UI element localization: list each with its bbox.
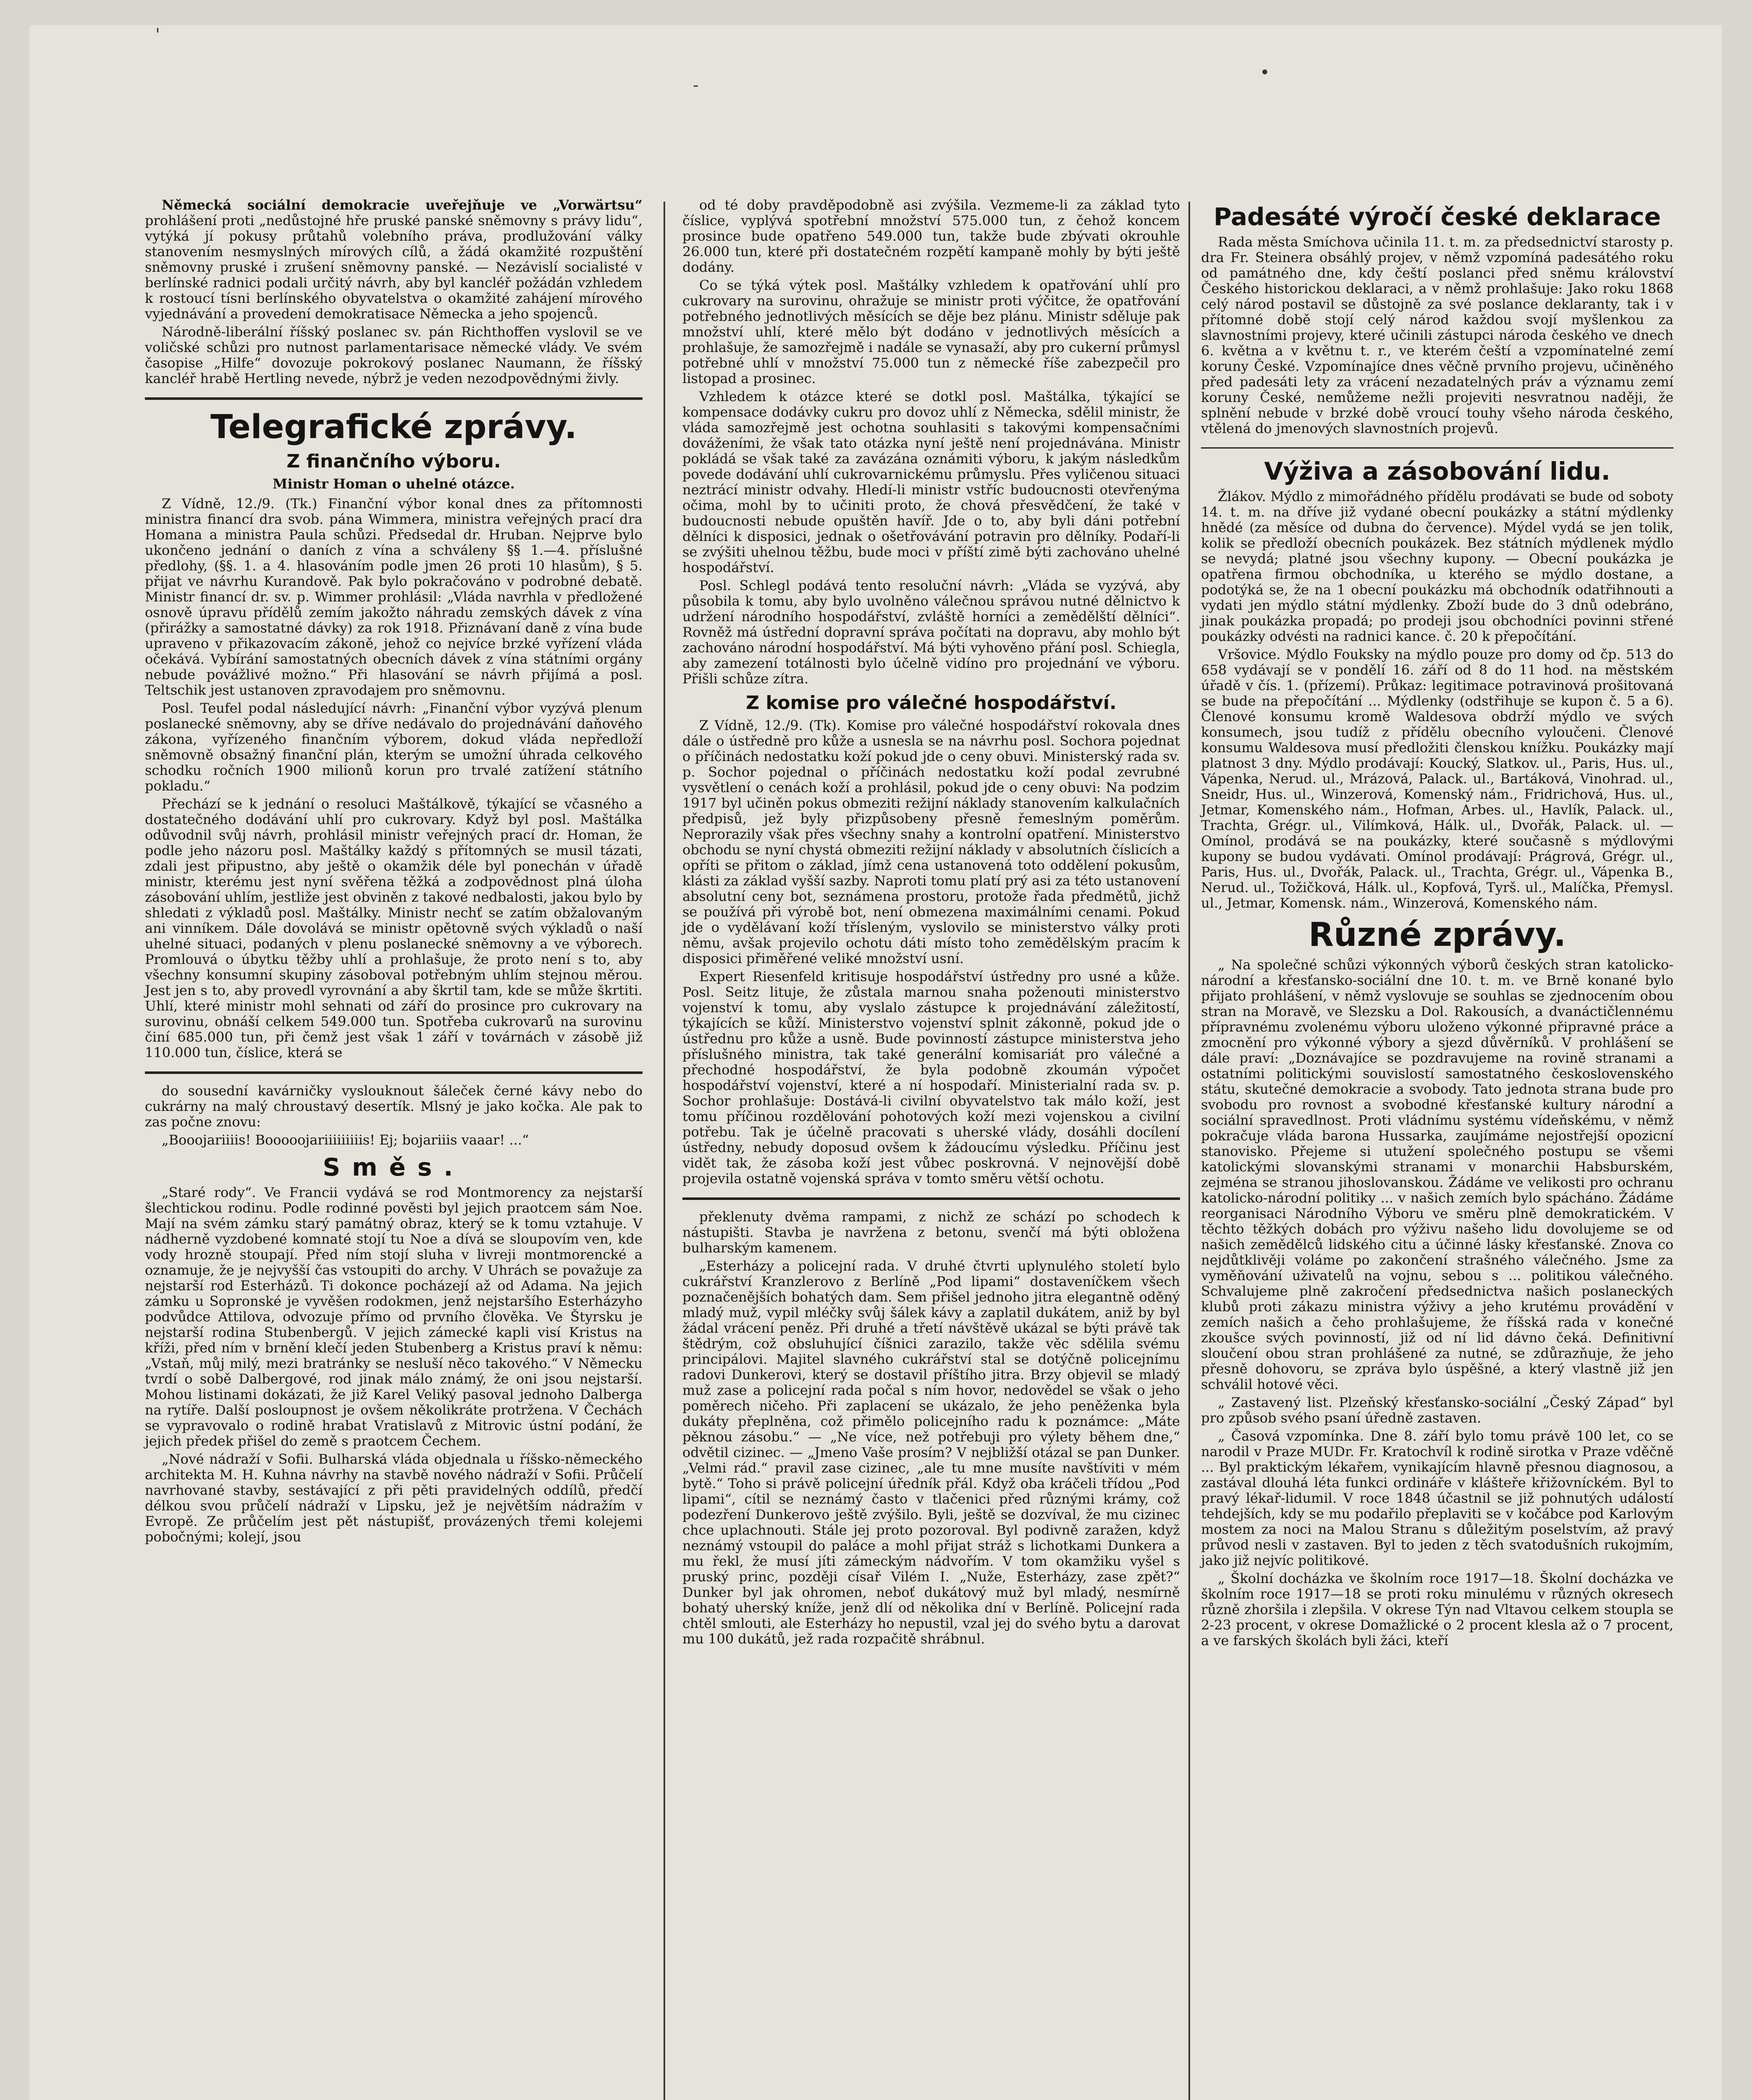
column-2 <box>682 197 1180 1649</box>
article-paragraph: „ Časová vzpomínka. Dne 8. září bylo tomu právě 100 let, co se narodil v Praze MUDr. Fr. Kratochvíl k rodině sirotka v Praze vděčně ... Byl praktickým lékařem, vynikajícím hlavně přesnou diagnosou, a zastával dlouhá léta funkci ordináře v klášteře křižovníckém. Byl to pravý lékař-lidumil. V roce 1848 účastnil se již pohnutých událostí tehdejších, kdy se mu podařilo přeplaviti se v kočábce pod Karlovým mostem za noci na Malou Stranu s důležitým poselstvím, až pravý průvod nesli v zastaven. Byl to jeden z těch svatodušních rukojmím, jako již nejvíc politikové. <box>1201 1428 1673 1568</box>
article-paragraph: „ Školní docházka ve školním roce 1917—18. Školní docházka ve školním roce 1917—18 se proti roku minulému v různých okresech různě zhoršila i zlepšila. V okrese Týn nad Vltavou celkem stoupla se 2-23 procent, v okrese Domažlické o 2 procent klesla až o 7 procent, a ve farských školách byli žáci, kteří <box>1201 1570 1673 1648</box>
page-mark-right: • <box>1260 63 1270 82</box>
section-heading-vyziva: Výživa a zásobování lidu. <box>1264 457 1610 486</box>
article-paragraph: do sousední kavárničky vyslouknout šáleček černé kávy nebo do cukrárny na malý chroustavý desertík. Mlsný je jako kočka. Ale pak to zas počne znovu: <box>145 1083 643 1130</box>
article-paragraph: „Staré rody“. Ve Francii vydává se rod Montmorency za nejstarší šlechtickou rodinu. Podle rodinné pověsti byl jejich praotcem sám Noe. Mají na svém zámku starý památný obraz, který se k tomu vztahuje. V nádherně vyzdobené komnaté stojí tu Noe a dívá se sloupovím ven, kde vody hrozně stoupají. Před ním stojí sluha v livreji montmorencké a oznamuje, že je nejvyšší čas vstoupiti do archy. V Uhrách se považuje za nejstarší rod Esterházů. Ti dokonce pocházejí až od Adama. Na jejich zámku u Sopronské je vyvěšen rodokmen, jenž nejstaršího Esterházyho podvůdce Attilova, odvozuje přímo od prvního člověka. Ve Štyrsku je nejstarší rodina Stubenbergů. V jejich zámecké kapli visí Kristus na kříži, před ním v brnění klečí jeden Stubenberg a Kristus praví k němu: „Vstaň, můj milý, mezi bratránky se nesluší něco takového.“ V Německu tvrdí o sobě Dalbergové, rod jinak málo známý, že oni jsou nejstarší. Mohou listinami dokázati, že již Karel Veliký pasoval jednoho Dalberga na rytíře. Další posloupnost je ovšem několikráte protržena. V Čechách se vypravovalo o rodině hrabat Vratislavů z Mitrovic ústní podání, že jejich předek přišel do země s praotcem Čechem. <box>145 1184 643 1449</box>
article-paragraph: Národně-liberální říšský poslanec sv. pán Richthoffen vyslovil se ve voličské schůzi pro nutnost parlamentarisace německé vlády. Ve svém časopise „Hilfe“ dovozuje pokrokový poslanec Naumann, že říšský kancléř hrabě Hertling nevede, nýbrž je veden nezodpovědnými živly. <box>145 324 643 386</box>
article-paragraph: překlenuty dvěma rampami, z nichž ze schází po schodech k nástupišti. Stavba je navržena z betonu, svenčí má býti obložena bulharským kamenem. <box>682 1209 1180 1256</box>
section-heading-ruzne: Různé zprávy. <box>1308 916 1566 954</box>
divider <box>682 1197 1180 1200</box>
article-paragraph: „Nové nádraží v Sofii. Bulharská vláda objednala u říšsko-německého architekta M. H. Kuhna návrhy na stavbě nového nádraží v Sofii. Průčelí navrhované stavby, sestávající z při pěti pravidelných oddílů, předčí délkou svou průčelí nádraží v Lipsku, jež je největším nádražím v Evropě. Ze průčelím jest pět nástupišť, provázených třemi kolejemi pobočnými; kolejí, jsou <box>145 1451 643 1545</box>
column-rule <box>664 202 665 2100</box>
column-rule <box>1188 202 1190 2100</box>
divider <box>145 397 643 400</box>
divider <box>145 1071 643 1074</box>
section-heading-telegrafické: Telegrafické zprávy. <box>210 408 577 446</box>
article-paragraph: Z Vídně, 12./9. (Tk.) Finanční výbor konal dnes za přítomnosti ministra financí dra svob. pána Wimmera, ministra veřejných prací dra Homana a ministra Paula schůzi. Předsedal dr. Hruban. Nejprve bylo ukončeno jednání o daních z vína a schváleny §§ 1.—4. příslušné předlohy, (§§. 1. a 4. hlasováním podle jmen 26 proti 10 hlasům), § 5. přijat ve návrhu Kurandově. Pak bylo pokračováno v podrobné debatě. Ministr financí dr. sv. p. Wimmer prohlásil: „Vláda navrhla v předložené osnově úpravu přídělů zemím jakožto náhradu zemských dávek z vína (přirážky a samostatné dávky) za rok 1918. Přiznávaní daně z vína bude upraveno v přikazovacím zákoně, jehož co nejvíce brzké vyřízení vláda očekává. Vybírání samostatných obecních dávek z vína státními orgány nebude povážlivé možno.“ Při hlasování se návrh přijímá a posl. Teltschik jest ustanoven zpravodajem pro sněmovnu. <box>145 496 643 698</box>
article-paragraph: Přechází se k jednání o resoluci Maštálkově, týkající se včasného a dostatečného dodávání uhlí pro cukrovary. Když byl posl. Maštálka odůvodnil svůj návrh, prohlásil ministr veřejných prací dr. Homan, že podle jeho názoru posl. Maštálky každý s přítomných se musil tázati, zdali jest připustno, aby ještě o okamžik déle byl ponechán v úřadě ministr, kterému jest nyní svěřena těžká a zodpovědnost plná úloha zásobování uhlím, jestliže jest obviněn z takové nedbalosti, jakou bylo by shledati z výkladů posl. Maštálky. Ministr nechť se zatím obžalovaným ani vinníkem. Dále dovolává se ministr opětovně svých výkladů o naší uhelné situaci, podaných v plenu poslanecké sněmovny a ve výborech. Promlouvá o úbytku těžby uhlí a prohlašuje, že proto není s to, aby všechny konsumní skupiny zásoboval potřebným uhlím stejnou měrou. Jest jen s to, aby provedl vyrovnání a aby škrtil tam, kde se může škrtiti. Uhlí, které ministr mohl sehnati od září do prosince pro cukrovary na surovinu, obnáší celkem 549.000 tun. Spotřeba cukrovarů na surovinu činí 685.000 tun, při čemž jest však 1 září v továrnách v zásobě již 110.000 tun, číslice, která se <box>145 796 643 1060</box>
article-title-finance: Z finančního výboru. <box>286 451 501 472</box>
article-paragraph: „ Zastavený list. Plzeňský křesťansko-sociální „Český Západ“ byl pro způsob svého psaní úředně zastaven. <box>1201 1394 1673 1426</box>
article-paragraph: Posl. Schlegl podává tento resoluční návrh: „Vláda se vyzývá, aby působila k tomu, aby bylo uvolněno válečnou správou nutné dělnictvo k udržení národního hospodářství, zvláště horníci a zemědělští dělníci“. Rovněž má ústřední dopravní správa počítati na dopravu, aby mohlo být zachováno národní hospodářství. Má býti vyhověno přání posl. Schiegla, aby zamezení totálnosti bylo účelně vidíno pro projednání ve výboru. Přišli schůze zítra. <box>682 578 1180 687</box>
article-paragraph: Žlákov. Mýdlo z mimořádného přídělu prodávati se bude od soboty 14. t. m. na dříve již vydané obecní poukázky a státní mýdlenky hnědé (za měsíce od dubna do července). Mýdel vydá se jen tolik, kolik se předloží obecních poukázek. Bez státních mýdlenek mýdlo se nevydá; platné jsou všechny kupony. — Obecní poukázka je opatřena firmou obchodníka, u kterého se mýdlo dostane, a podotýká se, že na 1 obecní poukázku má obchodník odatřihnouti a vydati jen mýdlo státní mýdlenky. Zboží bude do 3 dnů odebráno, jinak poukázka propadá; po prodeji jsou obchodníci povinni střené poukázky odvésti na radnici kance. č. 20 k přepočítání. <box>1201 488 1673 644</box>
article-paragraph: „Booojariiiis! Booooojariiiiiiiiis! Ej; bojariiis vaaar! ...“ <box>162 1132 529 1148</box>
article-paragraph: Vršovice. Mýdlo Fouksky na mýdlo pouze pro domy od čp. 513 do 658 vydávají se v pondělí 16. září od 8 do 11 hod. na městském úřadě v čís. 1. (přízemí). Průkaz: legitimace potravinová prošitovaná se bude na přepočítání ... Mýdlenky (odstřihuje se kupon č. 5 a 6). Členové konsumu kromě Waldesova obdrží mýdlo ve svých konsumech, jsou tudíž z přídělu obecního vyloučeni. Členové konsumu Waldesova musí předložiti členskou knížku. Poukázky mají platnost 3 dny. Mýdlo prodávají: Koucký, Slatkov. ul., Paris, Hus. ul., Vápenka, Nerud. ul., Mrázová, Palack. ul., Bartáková, Vinohrad. ul., Sneidr, Hus. ul., Winzerová, Komenský nám., Fridrichová, Hus. ul., Jetmar, Komenského nám., Hofman, Arbes. ul., Havlík, Palack. ul., Trachta, Grégr. ul., Vilímková, Hálk. ul., Dvořák, Palack. ul. — Omínol, prodává se na poukázky, které současně s mýdlovými kupony se budou vydávati. Omínol prodávají: Prágrová, Grégr. ul., Paris, Hus. ul., Dvořák, Palack. ul., Trachta, Grégr. ul., Vápenka B., Nerud. ul., Tožičková, Hálk. ul., Kopfová, Tyrš. ul., Malíčka, Přemysl. ul., Jetmar, Komensk. nám., Winzerová, Komenského nám. <box>1201 646 1673 911</box>
newspaper-page <box>29 25 1722 2100</box>
article-subtitle: Ministr Homan o uhelné otázce. <box>273 476 515 492</box>
divider <box>1201 447 1673 449</box>
article-title-padesate: Padesáté výročí české deklarace <box>1213 202 1661 231</box>
column-3 <box>1201 197 1673 1651</box>
article-paragraph: „ Na společné schůzi výkonných výborů českých stran katolicko-národní a křesťansko-sociální dne 10. t. m. ve Brně konané bylo přijato prohlášení, v němž vyslovuje se souhlas se zjednocením obou stran na Moravě, ve Slezsku a Dol. Rakousích, a dvanáctičlennému přípravnému zvolenému výboru uloženo výkonné připravné práce a zmocnění pro výkonné výbory a sjezd důvěrníků. V prohlášení se dále praví: „Doznávajíce se pozdravujeme na rovině stranami a ostatními politickými souvislostí samostatného československého státu, skutečné demokracie a svobody. Tato jednota strana bude pro svobodu pro rovnost a svobodné křesťanské kultury národní a sociální spravedlnost. Proti vládnímu systému vídeňskému, v němž pokračuje vláda barona Hussarka, zaujímáme nejostřejší opozicní stanovisko. Přejeme si utužení společného postupu se všemi katolickými slovanskými stranami v monarchii Habsburském, zejména se stranou jihoslovanskou. Žádáme ve velikosti pro ochranu katolicko-národní politiky ... v našich zemích bylo spácháno. Žádáme reorganisaci Národního Výboru ve směru plně demokratickém. V těchto těžkých dobách pro výživu našeho lidu dovolujeme se od našich zemědělců lidského citu a účinné lásky křesťanské. Znova co nejdůtklivěji voláme po zakončení strašného válečného. Jsme za vyměňování uživatelů na vojnu, sebou s ... politikou válečného. Schvalujeme plně zakročení předsednictva našich poslaneckých klubů proti zákazu ministra výživy a jeho krutému provádění v zemích našich a čeho prohlašujeme, že říšská rada v konečné zkoušce svých povinností, již od ní lid dávno čeká. Definitivní sloučení obou stran prohlášené za nutné, se zdůrazňuje, že jeho přesně dohovoru, se zpráva bylo úspěšné, a který vlastně již jen schválil hotové věci. <box>1201 957 1673 1392</box>
article-paragraph: Expert Riesenfeld kritisuje hospodářství ústředny pro usné a kůže. Posl. Seitz lituje, že zůstala marnou snaha poženouti ministerstvo vojenství k tomu, aby vyslalo zástupce k projednávání záležitostí, týkajících se kůží. Ministerstvo vojenství splnit zákonně, pokud jde o ústřednu pro kůže a usně. Bude povinností zástupce ministerstva jeho příslušného ministra, tak také generální komisariát pro válečné a přechodné hospodářství, že byla podobně zkoumán výpočet hospodářství vojenství, které a ní hospodaří. Ministerialní rada sv. p. Sochor prohlašuje: Dostává-li civilní obyvatelstvo tak málo koží, jest tomu příčinou rozdělování pohotových koží mezi vojenskou a civilní potřebu. Tak je účelně pracovati s uherské vlády, dosáhli docílení ústředny, nebudy doposud ovšem k žádoucímu výsledku. Příčinu jest vidět tak, že zásoba koží jest vůbec poskrovná. V nejnovější době projevila ostatně vojenská správa v tomto směru větší ochotu. <box>682 969 1180 1186</box>
article-title-komise: Z komise pro válečné hospodářství. <box>746 692 1117 714</box>
article-paragraph: Co se týká výtek posl. Maštálky vzhledem k opatřování uhlí pro cukrovary na surovinu, ohražuje se ministr proti výčitce, že opatřování potřebného jednotlivých měsících se děje bez plánu. Ministr sděluje pak množství uhlí, které mělo být dodáno v jednotlivých měsících a prohlašuje, že samozřejmě i nadále se vynasaží, aby pro cukerní průmysl potřebné uhlí v množství 75.000 tun z německé říše zabezpečil pro listopad a prosinec. <box>682 277 1180 386</box>
page-mark-mid: - <box>693 76 699 95</box>
article-paragraph: Posl. Teufel podal následující návrh: „Finanční výbor vyzývá plenum poslanecké sněmovny, aby se dříve nedávalo do projednávání daňového zákona, vyřízeného finančním výborem, dokud vláda nepředloží sněmovně obsažný finanční plán, kterým se umožní úhrada celkového schodku ročních 1900 milionů korun pro trvalé zatížení státního pokladu.“ <box>145 700 643 794</box>
article-paragraph: Z Vídně, 12./9. (Tk). Komise pro válečné hospodářství rokovala dnes dále o ústředně pro kůže a usnesla se na návrhu posl. Sochora pojednat o příčinách nedostatku koží pokud jde o ceny obuvi. Ministerský rada sv. p. Sochor pojednal o příčinách nedostatku koží podal zevrubné vysvětlení o cenách koží a prohlásil, pokud jde o ceny obuvi: Na podzim 1917 byl učiněn pokus obmeziti režijní náklady stanovením kalkulačních předpisů, jež byly přizpůsobeny přesně řemeslným poměrům. Neprorazily však přes všechny snahy a kontrolní opatření. Ministerstvo obchodu se nyní chystá obmeziti režijní náklady v absolutních číslicích a opříti se přitom o základ, jímž cena ustanovená toto oddělení pokusům, klásti za základ vyšší sazby. Naproti tomu platí prý asi za této ustanovení absolutní ceny bot, seznámena prostoru, protože řada předmětů, jichž se používá při výrobě bot, není obmezena maximálními cenami. Pokud jde o vydělávaní koží třísleným, vyslovilo se ministerstvo války proti němu, avšak projevilo ochotu dáti místo toho zemědělským pracím k disposici přiměřené veliké množství usní. <box>682 717 1180 966</box>
article-paragraph: od té doby pravděpodobně asi zvýšila. Vezmeme-li za základ tyto číslice, vyplývá spotřební množství 575.000 tun, z čehož koncem prosince bude opatřeno 549.000 tun, takže bude zbývati okrouhle 26.000 tun, které při dostatečném rozpětí kampaně mohly by býti ještě dodány. <box>682 197 1180 275</box>
page-mark-left: ' <box>155 25 160 45</box>
article-paragraph: Německá sociální demokracie uveřejňuje ve „Vorwärtsu“ prohlášení proti „nedůstojné hře pruské panské sněmovny s právy lidu“, vytýká jí pokusy průtahů volebního práva, prodlužování války stanovením nesmyslných mírových cílů, a žádá okamžité rozpuštění sněmovny pruské i zrušení sněmovny panské. — Nezávislí socialisté v berlínské radnici podali určitý návrh, aby byl kancléř požádán vzhledem k rostoucí tísni berlínského obyvatelstva o okamžité zahájení mírového vyjednávání a provedení demokratisace Německa a jeho spojenců. <box>145 197 643 322</box>
column-1 <box>145 197 643 1547</box>
article-paragraph: Rada města Smíchova učinila 11. t. m. za předsednictví starosty p. dra Fr. Steinera obsáhlý projev, v němž vzpomíná padesátého roku od památného dne, kdy čeští poslanci před sněmu království Českého historickou deklaraci, a v němž prohlašuje: Jako roku 1868 celý národ postavil se důstojně za své poslance deklaranty, tak i v přítomné době stojí celý národ každou svojí myšlenkou za slavnostními projevy, které učinili zástupci národa českého ve dnech 6. května a v květnu t. r., ve kterém čeští a vzpomínatelné zemí koruny České. Vzpomínajíce dnes věčně prvního projevu, učiněného před padesáti lety za vrácení nezadatelných práv a významu zemí koruny České, nemůžeme nežli projeviti nesvratnou naději, že splnění nebude v brzké době vroucí touhy všeho národa českého, vtělená do jmenových slavnostních projevů. <box>1201 234 1673 436</box>
article-paragraph: „Esterházy a policejní rada. V druhé čtvrti uplynulého století bylo cukrářství Kranzlerovo z Berlíně „Pod lipami“ dostaveníčkem všech poznačenějších bohatých dam. Sem přišel jednoho jitra elegantně oděný mladý muž, vypil mléčky svůj šálek kávy a zaplatil dukátem, aniž by byl žádal vrácení peněz. Při druhé a třetí návštěvě ukázal se býti právě tak štědrým, což obsluhující číšnici zarazilo, takže věc sdělila svému principálovi. Majitel slavného cukrářství stal se dotýčně policejnímu radovi Dunkerovi, který se dostavil příštího jitra. Brzy objevil se mladý muž zase a policejní rada počal s ním hovor, nedovědel se však o jeho poměrech ničeho. Při zaplacení se ukázalo, že jeho peněženka byla dukáty přeplněna, což přimělo policejního radu k poznámce: „Máte pěknou zásobu.“ — „Ne více, než potřebuji pro výlety během dne,“ odvětil cizinec. — „Jmeno Vaše prosím? V nejbližší otázal se pan Dunker. „Velmi rád.“ pravil zase cizinec, „ale tu mne musíte navštíviti v mém bytě.“ Toho si právě policejní úředník přál. Když oba kráčeli třídou „Pod lipami“, cítil se neznámý často v tlačenici před různými krámy, což podezření Dunkerovo ještě zvýšilo. Byli, ještě se dozvíval, že mu cizinec chce uplachnouti. Stále jej proto pozoroval. Byl podivně zaražen, když neznámý vstoupil do paláce a mohl přijat stráž s lichotkami Dunkera a mu řekl, že musí jíti zámeckým nádvořím. V tom okamžiku vyšel s pruský princ, později císař Vilém I. „Nuže, Esterházy, zase zpět?“ Dunker byl jak ohromen, neboť dukátový muž byl mladý, nesmírně bohatý uherský kníže, jenž dlí od několika dní v Berlíně. Policejní rada chtěl smlouti, ale Esterházy ho nepustil, vzal jej do svého bytu a darovat mu 100 dukátů, jež rada rozpačitě shrábnul. <box>682 1258 1180 1647</box>
section-heading-smes: Směs. <box>323 1153 465 1181</box>
article-paragraph: Vzhledem k otázce které se dotkl posl. Maštálka, týkající se kompensace dodávky cukru pro dovoz uhlí z Německa, sdělil ministr, že vláda samozřejmě jest ochotna souhlasiti s takovými kompensačními dováženími, že však tato otázka nyní ještě není projednávána. Ministr pokládá se však také za zavázána oznámiti výboru, k jakým následkům povede dodávání uhlí cukrovarnickému průmyslu. Přes vyličenou situaci neztrácí ministr odvahy. Hledí-li ministr vstříc budoucnosti otevřenýma očima, mohl by to učiniti proto, že chová přesvědčení, že také v budoucnosti nebude opuštěn havíř. Jde o to, aby byli dáni potřební dělníci k disposici, jednak o ošetřovávání potravin pro dělníky. Podaří-li se zvýšiti uhelnou těžbu, bude moci v příští zimě býti zachováno uhelné hospodářství. <box>682 388 1180 575</box>
